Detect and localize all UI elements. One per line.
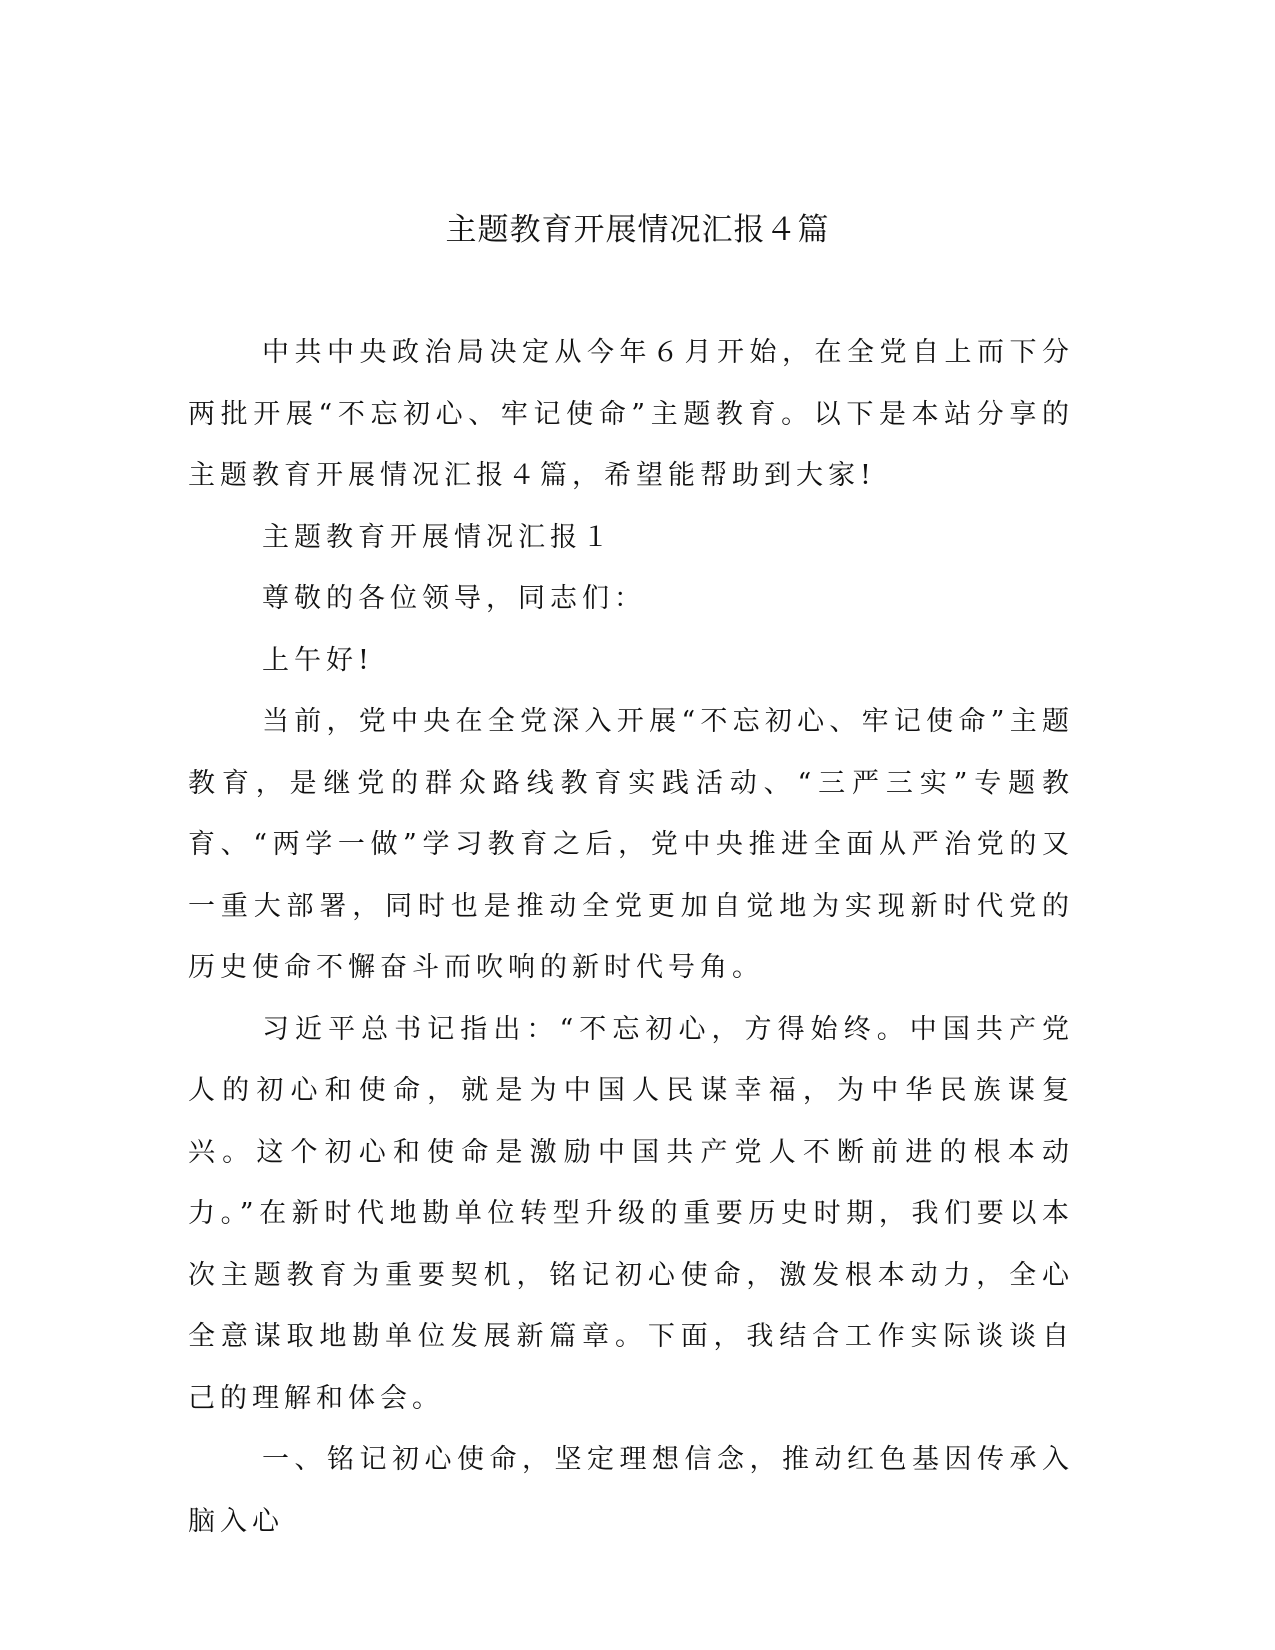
document-body [188,322,1074,1552]
report-heading: 主题教育开展情况汇报１ [262,521,614,553]
intro-paragraph: 中共中央政治局决定从今年６月开始，在全党自上而下分两批开展“不忘初心、牢记使命”主题教育。以下是本站分享的主题教育开展情况汇报４篇，希望能帮助到大家! [188,337,1074,491]
body-paragraph: 习近平总书记指出：“不忘初心，方得始终。中国共产党人的初心和使命，就是为中国人民谋幸福，为中华民族谋复兴。这个初心和使命是激励中国共产党人不断前进的根本动力。”在新时代地勘单位转型升级的重要历史时期，我们要以本次主题教育为重要契机，铭记初心使命，激发根本动力，全心全意谋取地勘单位发展新篇章。下面，我结合工作实际谈谈自己的理解和体会。 [188,1013,1074,1414]
greeting: 上午好! [262,644,374,676]
section-heading: 一、铭记初心使命，坚定理想信念，推动红色基因传承入脑入心 [188,1444,1074,1537]
salutation: 尊敬的各位领导，同志们： [262,583,646,614]
document-title: 主题教育开展情况汇报４篇 [445,212,830,248]
body-paragraph: 当前，党中央在全党深入开展“不忘初心、牢记使命”主题教育，是继党的群众路线教育实践活动、“三严三实”专题教育、“两学一做”学习教育之后，党中央推进全面从严治党的又一重大部署，同时也是推动全党更加自觉地为实现新时代党的历史使命不懈奋斗而吹响的新时代号角。 [188,706,1074,983]
